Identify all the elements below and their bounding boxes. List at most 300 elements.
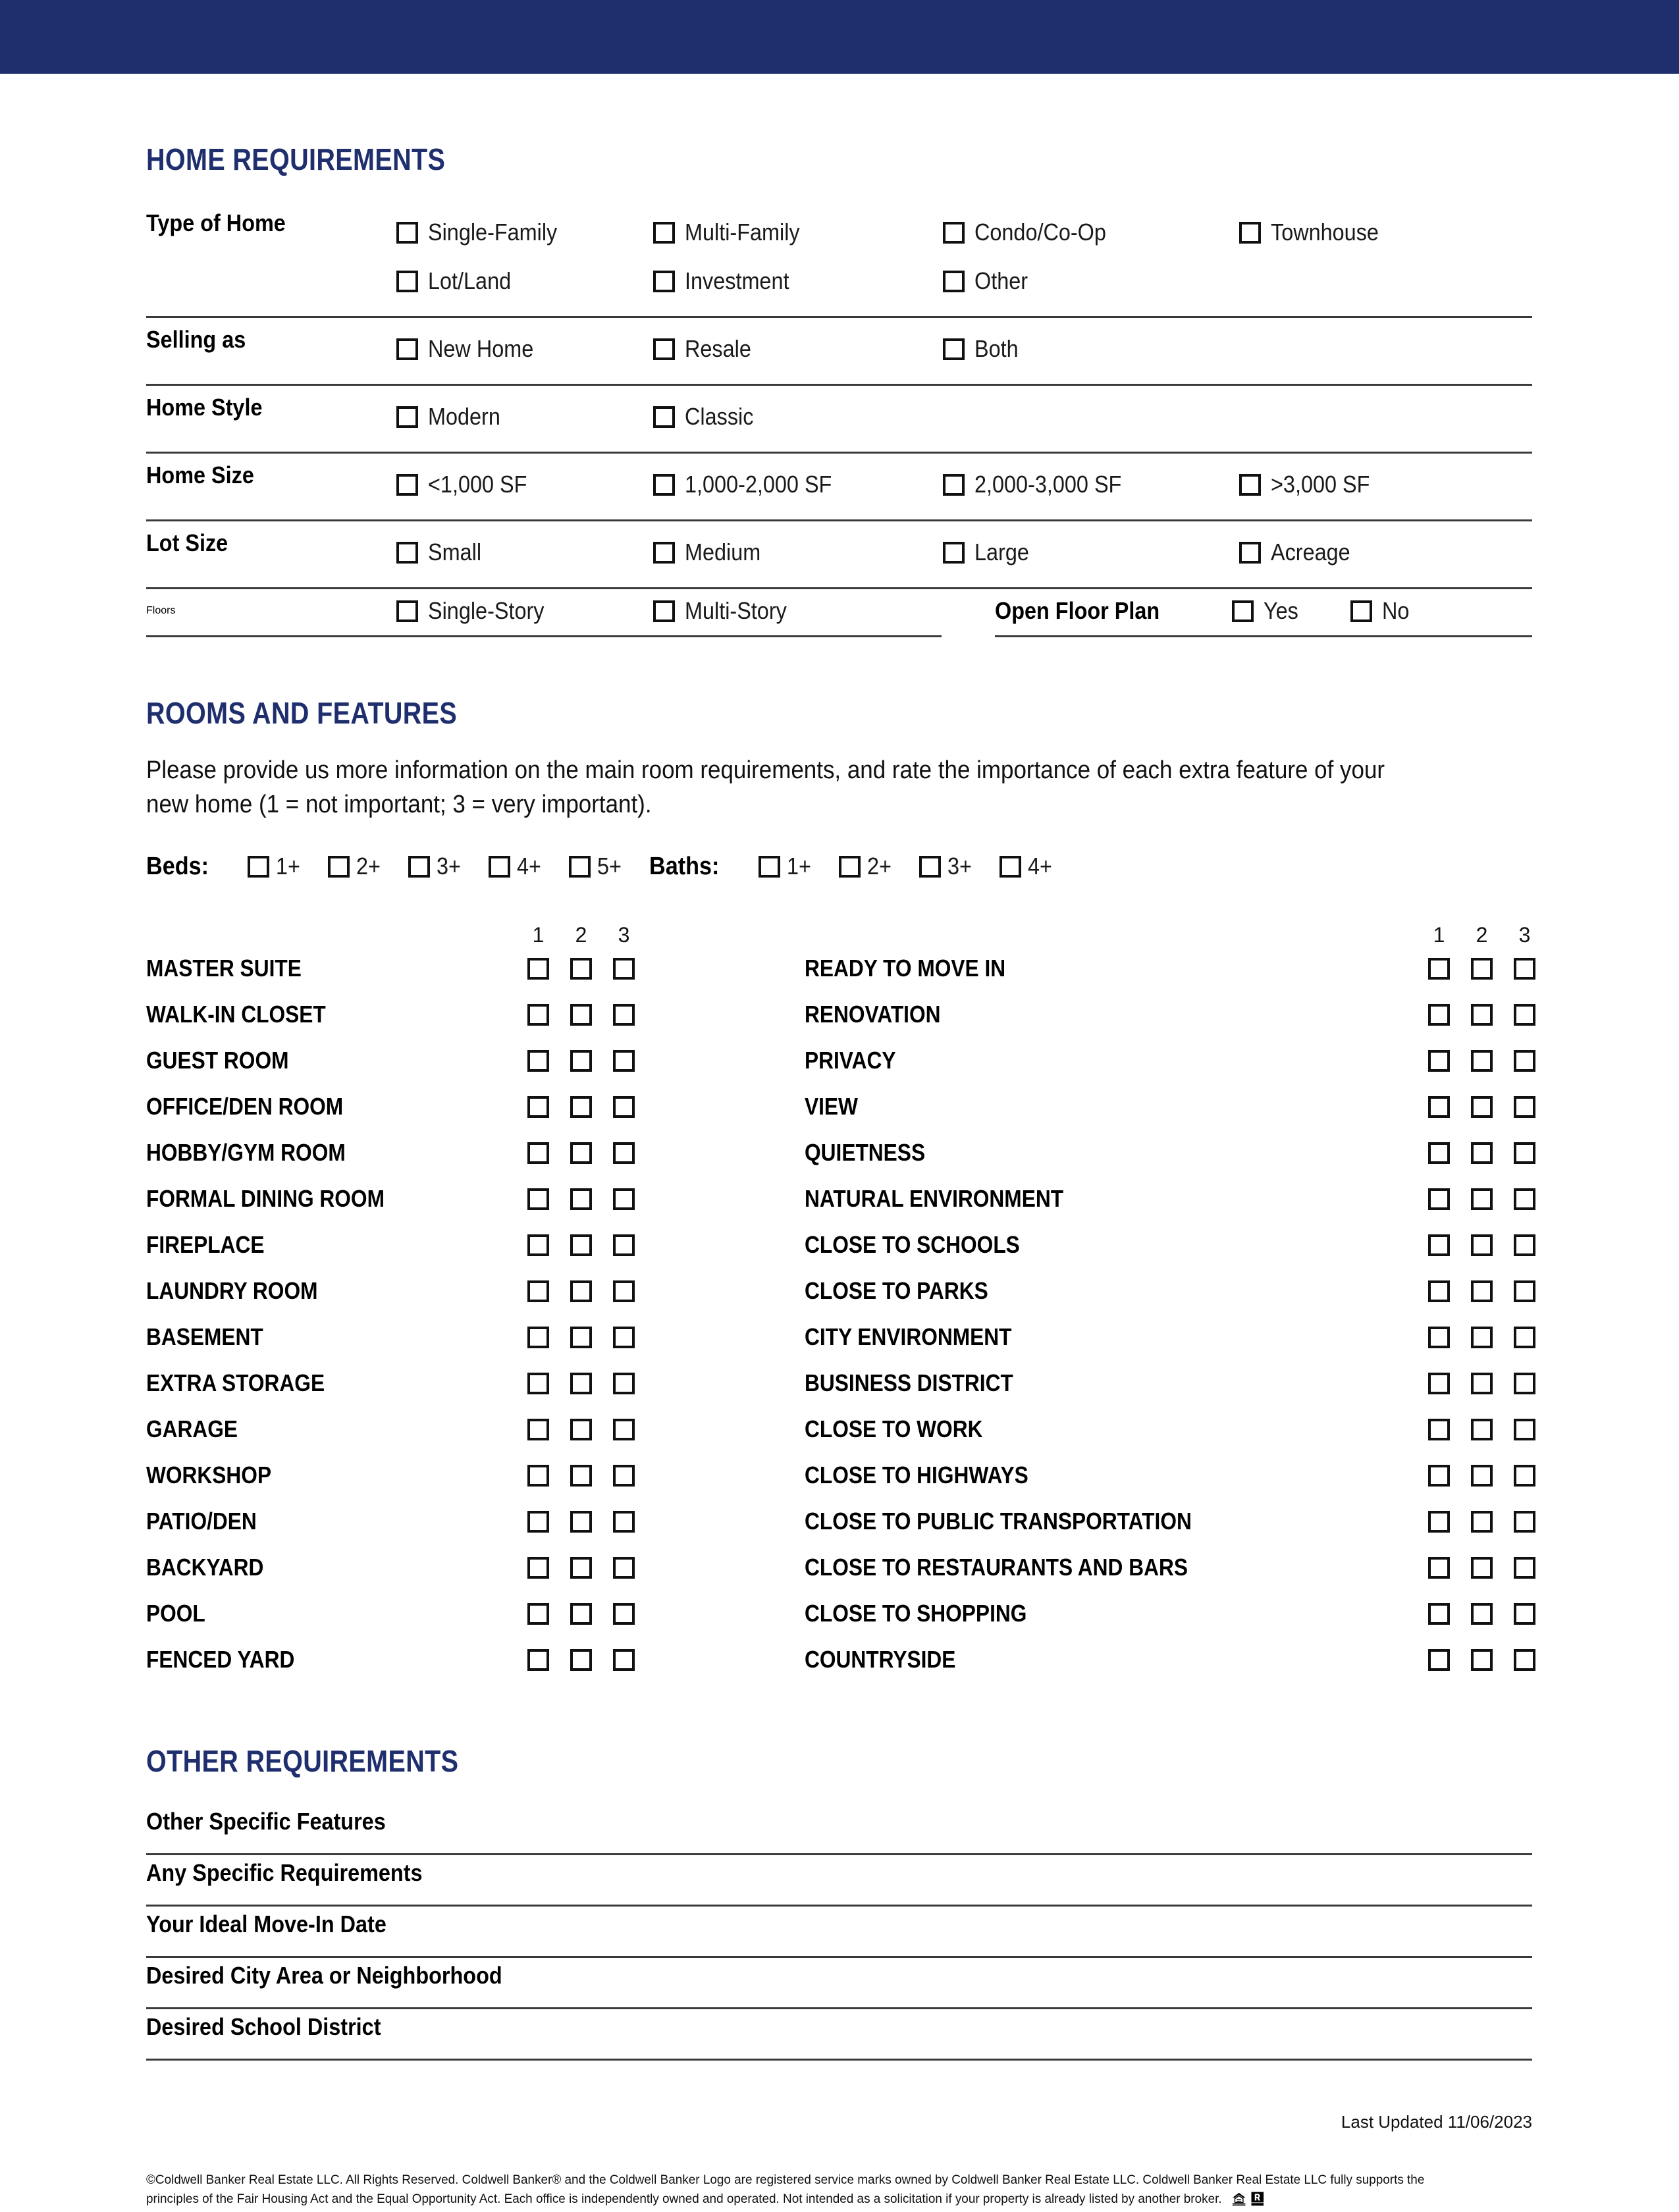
option-label: >3,000 SF: [1271, 471, 1370, 498]
feature-label: GARAGE: [146, 1415, 238, 1442]
feature-row: [146, 1591, 805, 1637]
checkbox-new-home[interactable]: [396, 338, 418, 360]
feature-right-checkbox-rating-2[interactable]: [1471, 1603, 1493, 1625]
feature-left-checkbox-rating-3[interactable]: [613, 1327, 635, 1348]
feature-left-checkbox-rating-2[interactable]: [570, 1373, 592, 1394]
feature-left-checkbox-rating-2[interactable]: [570, 1557, 592, 1579]
feature-label: FORMAL DINING ROOM: [146, 1185, 385, 1212]
feature-left-checkbox-rating-3[interactable]: [613, 1096, 635, 1118]
feature-row: [805, 1544, 1535, 1591]
checkbox-under-1000-sf[interactable]: [396, 474, 418, 496]
home-requirements-table: [146, 201, 1532, 648]
option-medium[interactable]: [653, 539, 943, 566]
rating-header-1: 1: [532, 923, 545, 947]
checkbox-beds-2-plus[interactable]: [328, 856, 350, 878]
option-beds-4-plus[interactable]: [489, 853, 544, 880]
option-grid: [396, 325, 1532, 373]
option-beds-1-plus[interactable]: [248, 853, 303, 880]
feature-rating-checkboxes: [527, 958, 635, 980]
checkbox-resale[interactable]: [653, 338, 675, 360]
rating-scale-header: [1428, 918, 1535, 945]
option-label: Multi-Story: [685, 597, 787, 624]
feature-row: [146, 1176, 805, 1222]
feature-left-checkbox-rating-2[interactable]: [570, 1188, 592, 1210]
checkbox-other[interactable]: [943, 271, 965, 292]
feature-left-checkbox-rating-3[interactable]: [613, 1373, 635, 1394]
feature-ratings-right-column: [805, 918, 1535, 1683]
feature-right-checkbox-rating-3[interactable]: [1514, 1511, 1535, 1533]
option-label: 4+: [1028, 853, 1053, 880]
feature-row: [805, 1084, 1535, 1130]
feature-label: FENCED YARD: [146, 1646, 295, 1673]
feature-right-checkbox-rating-2[interactable]: [1471, 1373, 1493, 1394]
feature-left-checkbox-rating-2[interactable]: [570, 958, 592, 980]
option-multi-story[interactable]: [653, 597, 943, 625]
feature-right-checkbox-rating-1[interactable]: [1428, 1603, 1450, 1625]
feature-right-checkbox-rating-2[interactable]: [1471, 1465, 1493, 1487]
feature-label: CITY ENVIRONMENT: [805, 1323, 1012, 1350]
feature-left-checkbox-rating-1[interactable]: [527, 1419, 549, 1440]
feature-right-checkbox-rating-1[interactable]: [1428, 1649, 1450, 1671]
feature-right-checkbox-rating-1[interactable]: [1428, 1465, 1450, 1487]
feature-rating-checkboxes: [527, 1511, 635, 1533]
checkbox-lot-land[interactable]: [396, 271, 418, 292]
option-label: Modern: [428, 403, 500, 430]
option-label: Investment: [685, 267, 789, 294]
checkbox-medium[interactable]: [653, 542, 675, 564]
feature-left-checkbox-rating-2[interactable]: [570, 1234, 592, 1256]
feature-left-checkbox-rating-1[interactable]: [527, 1557, 549, 1579]
option-under-1000-sf[interactable]: [396, 471, 653, 498]
feature-right-checkbox-rating-1[interactable]: [1428, 1280, 1450, 1302]
option-2000-3000-sf[interactable]: [943, 471, 1239, 498]
option-open-floor-plan-yes[interactable]: [1232, 597, 1350, 625]
feature-right-checkbox-rating-3[interactable]: [1514, 1603, 1535, 1625]
feature-right-checkbox-rating-3[interactable]: [1514, 1280, 1535, 1302]
option-line: [396, 528, 1532, 577]
checkbox-open-floor-plan-yes[interactable]: [1232, 600, 1254, 622]
option-new-home[interactable]: [396, 335, 653, 363]
feature-left-checkbox-rating-1[interactable]: [527, 1142, 549, 1164]
feature-right-checkbox-rating-1[interactable]: [1428, 958, 1450, 980]
feature-left-checkbox-rating-2[interactable]: [570, 1511, 592, 1533]
feature-row: [805, 1452, 1535, 1498]
option-label: 1+: [275, 853, 300, 880]
feature-left-checkbox-rating-1[interactable]: [527, 1188, 549, 1210]
feature-label: POOL: [146, 1600, 205, 1627]
feature-label: BACKYARD: [146, 1554, 264, 1581]
option-single-story[interactable]: [396, 597, 653, 625]
option-grid: [396, 528, 1532, 577]
option-modern[interactable]: [396, 403, 653, 431]
row-label: Selling as: [146, 326, 246, 353]
row-label: Lot Size: [146, 529, 228, 556]
option-investment[interactable]: [653, 267, 943, 295]
checkbox-both[interactable]: [943, 338, 965, 360]
checkbox-beds-5-plus[interactable]: [569, 856, 591, 878]
feature-right-checkbox-rating-2[interactable]: [1471, 1649, 1493, 1671]
option-label: Resale: [685, 335, 751, 362]
feature-left-checkbox-rating-3[interactable]: [613, 1234, 635, 1256]
option-label: New Home: [428, 335, 534, 362]
feature-rating-checkboxes: [527, 1004, 635, 1026]
feature-right-checkbox-rating-1[interactable]: [1428, 1050, 1450, 1072]
option-resale[interactable]: [653, 335, 943, 363]
feature-ratings-grid: [146, 918, 1535, 1683]
checkbox-beds-4-plus[interactable]: [489, 856, 510, 878]
section-title-home-requirements: HOME REQUIREMENTS: [146, 142, 446, 176]
feature-left-checkbox-rating-2[interactable]: [570, 1280, 592, 1302]
table-row-selling-as: [146, 318, 1532, 386]
footer-logos: [1232, 2192, 1269, 2212]
feature-row: [146, 945, 805, 991]
option-condo-co-op[interactable]: [943, 219, 1239, 246]
rating-header-3: 3: [1518, 923, 1531, 947]
option-label: Single-Family: [428, 219, 558, 246]
feature-row: [146, 1038, 805, 1084]
feature-label: EXTRA STORAGE: [146, 1369, 325, 1396]
feature-left-checkbox-rating-3[interactable]: [613, 1004, 635, 1026]
feature-rating-checkboxes: [1428, 1096, 1535, 1118]
feature-left-checkbox-rating-1[interactable]: [527, 1373, 549, 1394]
checkbox-baths-1-plus[interactable]: [759, 856, 780, 878]
feature-right-checkbox-rating-2[interactable]: [1471, 1419, 1493, 1440]
feature-right-checkbox-rating-1[interactable]: [1428, 1188, 1450, 1210]
option-label: 1+: [787, 853, 811, 880]
feature-left-checkbox-rating-2[interactable]: [570, 1649, 592, 1671]
row-label: Home Size: [146, 461, 254, 488]
feature-rating-checkboxes: [1428, 1188, 1535, 1210]
field-row-desired-city-area[interactable]: [146, 1958, 1532, 2009]
feature-left-checkbox-rating-3[interactable]: [613, 1188, 635, 1210]
feature-rating-checkboxes: [1428, 958, 1535, 980]
checkbox-single-family[interactable]: [396, 222, 418, 244]
feature-rating-checkboxes: [1428, 1373, 1535, 1394]
option-label: Multi-Family: [685, 219, 800, 246]
feature-label: NATURAL ENVIRONMENT: [805, 1185, 1064, 1212]
feature-left-checkbox-rating-2[interactable]: [570, 1603, 592, 1625]
option-beds-3-plus[interactable]: [408, 853, 464, 880]
row-label: Open Floor Plan: [995, 597, 1160, 624]
floors-left-group: [146, 596, 942, 637]
option-both[interactable]: [943, 335, 1239, 363]
feature-right-checkbox-rating-3[interactable]: [1514, 1188, 1535, 1210]
feature-row: [805, 1222, 1535, 1268]
feature-right-checkbox-rating-1[interactable]: [1428, 1373, 1450, 1394]
checkbox-modern[interactable]: [396, 406, 418, 428]
option-over-3000-sf[interactable]: [1239, 471, 1503, 498]
checkbox-over-3000-sf[interactable]: [1239, 474, 1261, 496]
option-label: 2+: [867, 853, 892, 880]
rooms-intro-text: Please provide us more information on the main room requirements, and rate the importance of each extra feature of your new home (1 = not important; 3 = very important).: [146, 756, 1385, 818]
feature-rating-checkboxes: [1428, 1557, 1535, 1579]
feature-right-checkbox-rating-1[interactable]: [1428, 1557, 1450, 1579]
feature-right-checkbox-rating-1[interactable]: [1428, 1096, 1450, 1118]
feature-left-checkbox-rating-3[interactable]: [613, 1050, 635, 1072]
feature-row: [805, 1268, 1535, 1314]
option-open-floor-plan-no[interactable]: [1350, 597, 1469, 625]
option-acreage[interactable]: [1239, 539, 1503, 566]
option-grid: [396, 460, 1532, 509]
feature-rows-right: [805, 945, 1535, 1683]
feature-left-checkbox-rating-1[interactable]: [527, 1004, 549, 1026]
option-label: Single-Story: [428, 597, 545, 624]
checkbox-townhouse[interactable]: [1239, 222, 1261, 244]
feature-rating-checkboxes: [527, 1050, 635, 1072]
feature-right-checkbox-rating-3[interactable]: [1514, 1050, 1535, 1072]
feature-right-checkbox-rating-2[interactable]: [1471, 1327, 1493, 1348]
field-row-any-specific-requirements[interactable]: [146, 1855, 1532, 1907]
feature-left-checkbox-rating-2[interactable]: [570, 1327, 592, 1348]
feature-rating-checkboxes: [1428, 1280, 1535, 1302]
option-baths-1-plus[interactable]: [759, 853, 814, 880]
feature-label: READY TO MOVE IN: [805, 955, 1006, 982]
feature-left-checkbox-rating-1[interactable]: [527, 1465, 549, 1487]
option-lot-land[interactable]: [396, 267, 653, 295]
other-requirements-table: [146, 1804, 1532, 2061]
option-grid: [396, 208, 1532, 305]
option-label: Medium: [685, 539, 761, 566]
feature-left-checkbox-rating-2[interactable]: [570, 1004, 592, 1026]
feature-rating-checkboxes: [1428, 1050, 1535, 1072]
checkbox-baths-2-plus[interactable]: [839, 856, 861, 878]
checkbox-acreage[interactable]: [1239, 542, 1261, 564]
feature-rows-left: [146, 945, 805, 1683]
feature-right-checkbox-rating-3[interactable]: [1514, 1142, 1535, 1164]
feature-right-checkbox-rating-2[interactable]: [1471, 1557, 1493, 1579]
field-row-desired-school-district[interactable]: [146, 2009, 1532, 2061]
option-large[interactable]: [943, 539, 1239, 566]
feature-left-checkbox-rating-2[interactable]: [570, 1419, 592, 1440]
feature-right-checkbox-rating-2[interactable]: [1471, 1050, 1493, 1072]
feature-right-checkbox-rating-1[interactable]: [1428, 1511, 1450, 1533]
feature-right-checkbox-rating-3[interactable]: [1514, 1234, 1535, 1256]
feature-right-checkbox-rating-3[interactable]: [1514, 1004, 1535, 1026]
feature-row: [146, 1637, 805, 1683]
checkbox-2000-3000-sf[interactable]: [943, 474, 965, 496]
checkbox-small[interactable]: [396, 542, 418, 564]
option-small[interactable]: [396, 539, 653, 566]
table-row-lot-size: [146, 521, 1532, 589]
feature-left-checkbox-rating-3[interactable]: [613, 1511, 635, 1533]
feature-right-checkbox-rating-2[interactable]: [1471, 1234, 1493, 1256]
checkbox-investment[interactable]: [653, 271, 675, 292]
option-label: <1,000 SF: [428, 471, 527, 498]
feature-row: [805, 1591, 1535, 1637]
feature-left-checkbox-rating-1[interactable]: [527, 1050, 549, 1072]
feature-rating-checkboxes: [527, 1327, 635, 1348]
open-floor-plan-group: [995, 596, 1532, 637]
feature-left-checkbox-rating-3[interactable]: [613, 1649, 635, 1671]
option-line: [396, 392, 1532, 441]
feature-right-checkbox-rating-2[interactable]: [1471, 1280, 1493, 1302]
feature-right-checkbox-rating-3[interactable]: [1514, 1419, 1535, 1440]
feature-left-checkbox-rating-1[interactable]: [527, 1603, 549, 1625]
table-row-home-size: [146, 454, 1532, 521]
option-label: Townhouse: [1271, 219, 1379, 246]
option-townhouse[interactable]: [1239, 219, 1503, 246]
feature-left-checkbox-rating-1[interactable]: [527, 1327, 549, 1348]
feature-left-checkbox-rating-3[interactable]: [613, 1142, 635, 1164]
feature-row: [146, 991, 805, 1038]
feature-label: RENOVATION: [805, 1001, 941, 1028]
option-other[interactable]: [943, 267, 1239, 295]
feature-row: [146, 1452, 805, 1498]
option-label: Condo/Co-Op: [974, 219, 1106, 246]
feature-label: QUIETNESS: [805, 1139, 926, 1166]
option-label: Both: [974, 335, 1019, 362]
feature-label: CLOSE TO RESTAURANTS AND BARS: [805, 1554, 1188, 1581]
option-beds-2-plus[interactable]: [328, 853, 383, 880]
feature-left-checkbox-rating-3[interactable]: [613, 958, 635, 980]
feature-left-checkbox-rating-3[interactable]: [613, 1465, 635, 1487]
checkbox-condo-co-op[interactable]: [943, 222, 965, 244]
feature-right-checkbox-rating-3[interactable]: [1514, 1649, 1535, 1671]
checkbox-baths-3-plus[interactable]: [919, 856, 941, 878]
checkbox-baths-4-plus[interactable]: [999, 856, 1021, 878]
feature-rating-checkboxes: [527, 1096, 635, 1118]
checkbox-classic[interactable]: [653, 406, 675, 428]
option-baths-4-plus[interactable]: [999, 853, 1055, 880]
checkbox-multi-story[interactable]: [653, 600, 675, 622]
option-label: Lot/Land: [428, 267, 512, 294]
checkbox-single-story[interactable]: [396, 600, 418, 622]
feature-right-checkbox-rating-3[interactable]: [1514, 1327, 1535, 1348]
feature-right-checkbox-rating-1[interactable]: [1428, 1419, 1450, 1440]
feature-left-checkbox-rating-2[interactable]: [570, 1142, 592, 1164]
field-label: Your Ideal Move-In Date: [146, 1910, 386, 1937]
feature-right-checkbox-rating-2[interactable]: [1471, 958, 1493, 980]
checkbox-1000-2000-sf[interactable]: [653, 474, 675, 496]
feature-label: BASEMENT: [146, 1323, 263, 1350]
checkbox-open-floor-plan-no[interactable]: [1350, 600, 1372, 622]
feature-row: [805, 945, 1535, 991]
feature-rating-checkboxes: [1428, 1234, 1535, 1256]
feature-right-checkbox-rating-1[interactable]: [1428, 1004, 1450, 1026]
feature-label: CLOSE TO WORK: [805, 1415, 983, 1442]
option-label: 4+: [516, 853, 541, 880]
feature-left-checkbox-rating-1[interactable]: [527, 958, 549, 980]
feature-right-checkbox-rating-2[interactable]: [1471, 1096, 1493, 1118]
beds-baths-row: [146, 847, 1533, 886]
feature-right-checkbox-rating-2[interactable]: [1471, 1188, 1493, 1210]
feature-right-checkbox-rating-3[interactable]: [1514, 958, 1535, 980]
option-1000-2000-sf[interactable]: [653, 471, 943, 498]
rating-header-2: 2: [575, 923, 587, 947]
feature-row: [805, 1406, 1535, 1452]
option-multi-family[interactable]: [653, 219, 943, 246]
feature-rating-checkboxes: [1428, 1603, 1535, 1625]
feature-rating-checkboxes: [1428, 1649, 1535, 1671]
option-label: Other: [974, 267, 1028, 294]
feature-right-checkbox-rating-3[interactable]: [1514, 1373, 1535, 1394]
feature-left-checkbox-rating-3[interactable]: [613, 1419, 635, 1440]
option-label: 3+: [436, 853, 461, 880]
feature-row: [805, 1314, 1535, 1360]
feature-right-checkbox-rating-1[interactable]: [1428, 1234, 1450, 1256]
feature-row: [805, 1360, 1535, 1406]
feature-right-checkbox-rating-3[interactable]: [1514, 1096, 1535, 1118]
feature-row: [146, 1268, 805, 1314]
feature-label: CLOSE TO SCHOOLS: [805, 1231, 1020, 1258]
feature-rating-checkboxes: [1428, 1142, 1535, 1164]
feature-left-checkbox-rating-3[interactable]: [613, 1603, 635, 1625]
field-label: Other Specific Features: [146, 1808, 386, 1835]
feature-right-checkbox-rating-1[interactable]: [1428, 1327, 1450, 1348]
feature-right-checkbox-rating-2[interactable]: [1471, 1511, 1493, 1533]
feature-rating-checkboxes: [1428, 1419, 1535, 1440]
feature-row: [146, 1130, 805, 1176]
feature-row: [805, 1130, 1535, 1176]
table-row-home-style: [146, 386, 1532, 454]
feature-right-checkbox-rating-1[interactable]: [1428, 1142, 1450, 1164]
feature-left-checkbox-rating-2[interactable]: [570, 1465, 592, 1487]
option-single-family[interactable]: [396, 219, 653, 246]
option-baths-2-plus[interactable]: [839, 853, 894, 880]
feature-label: CLOSE TO SHOPPING: [805, 1600, 1027, 1627]
option-baths-3-plus[interactable]: [919, 853, 974, 880]
feature-rating-checkboxes: [527, 1373, 635, 1394]
feature-left-checkbox-rating-3[interactable]: [613, 1557, 635, 1579]
feature-row: [146, 1544, 805, 1591]
legal-line-2-wrapper: [146, 2190, 1462, 2212]
field-row-other-specific-features[interactable]: [146, 1804, 1532, 1855]
page-content: [0, 142, 1679, 2212]
field-row-ideal-move-in-date[interactable]: [146, 1907, 1532, 1958]
feature-right-checkbox-rating-3[interactable]: [1514, 1557, 1535, 1579]
table-row-type-of-home: [146, 201, 1532, 318]
feature-rating-checkboxes: [527, 1419, 635, 1440]
option-label: Large: [974, 539, 1029, 566]
checkbox-multi-family[interactable]: [653, 222, 675, 244]
feature-right-checkbox-rating-2[interactable]: [1471, 1142, 1493, 1164]
feature-left-checkbox-rating-2[interactable]: [570, 1096, 592, 1118]
feature-right-checkbox-rating-3[interactable]: [1514, 1465, 1535, 1487]
feature-left-checkbox-rating-1[interactable]: [527, 1234, 549, 1256]
equal-housing-opportunity-icon: [1232, 2192, 1246, 2212]
feature-ratings-left-column: [146, 918, 805, 1683]
feature-rating-checkboxes: [527, 1465, 635, 1487]
option-label: 3+: [947, 853, 973, 880]
option-label: No: [1382, 597, 1410, 624]
feature-rating-checkboxes: [1428, 1465, 1535, 1487]
feature-left-checkbox-rating-2[interactable]: [570, 1050, 592, 1072]
feature-rating-checkboxes: [527, 1188, 635, 1210]
feature-left-checkbox-rating-1[interactable]: [527, 1096, 549, 1118]
option-label: 5+: [597, 853, 622, 880]
feature-left-checkbox-rating-3[interactable]: [613, 1280, 635, 1302]
feature-right-checkbox-rating-2[interactable]: [1471, 1004, 1493, 1026]
feature-left-checkbox-rating-1[interactable]: [527, 1511, 549, 1533]
checkbox-large[interactable]: [943, 542, 965, 564]
feature-label: WALK-IN CLOSET: [146, 1001, 326, 1028]
feature-label: PATIO/DEN: [146, 1508, 257, 1535]
checkbox-beds-1-plus[interactable]: [248, 856, 269, 878]
option-beds-5-plus[interactable]: [569, 853, 624, 880]
feature-left-checkbox-rating-1[interactable]: [527, 1280, 549, 1302]
option-label: Yes: [1264, 597, 1298, 624]
feature-rating-checkboxes: [527, 1603, 635, 1625]
feature-label: CLOSE TO PUBLIC TRANSPORTATION: [805, 1508, 1192, 1535]
checkbox-beds-3-plus[interactable]: [408, 856, 430, 878]
legal-line-2: principles of the Fair Housing Act and the Equal Opportunity Act. Each office is independently owned and operated. Not intended as a solicitation if your property is already listed by another broker.: [146, 2192, 1222, 2206]
feature-label: CLOSE TO HIGHWAYS: [805, 1462, 1028, 1488]
section-title-other-requirements: OTHER REQUIREMENTS: [146, 1744, 459, 1778]
feature-left-checkbox-rating-1[interactable]: [527, 1649, 549, 1671]
option-classic[interactable]: [653, 403, 943, 431]
table-row-floors: [146, 589, 1532, 648]
feature-label: LAUNDRY ROOM: [146, 1277, 318, 1304]
